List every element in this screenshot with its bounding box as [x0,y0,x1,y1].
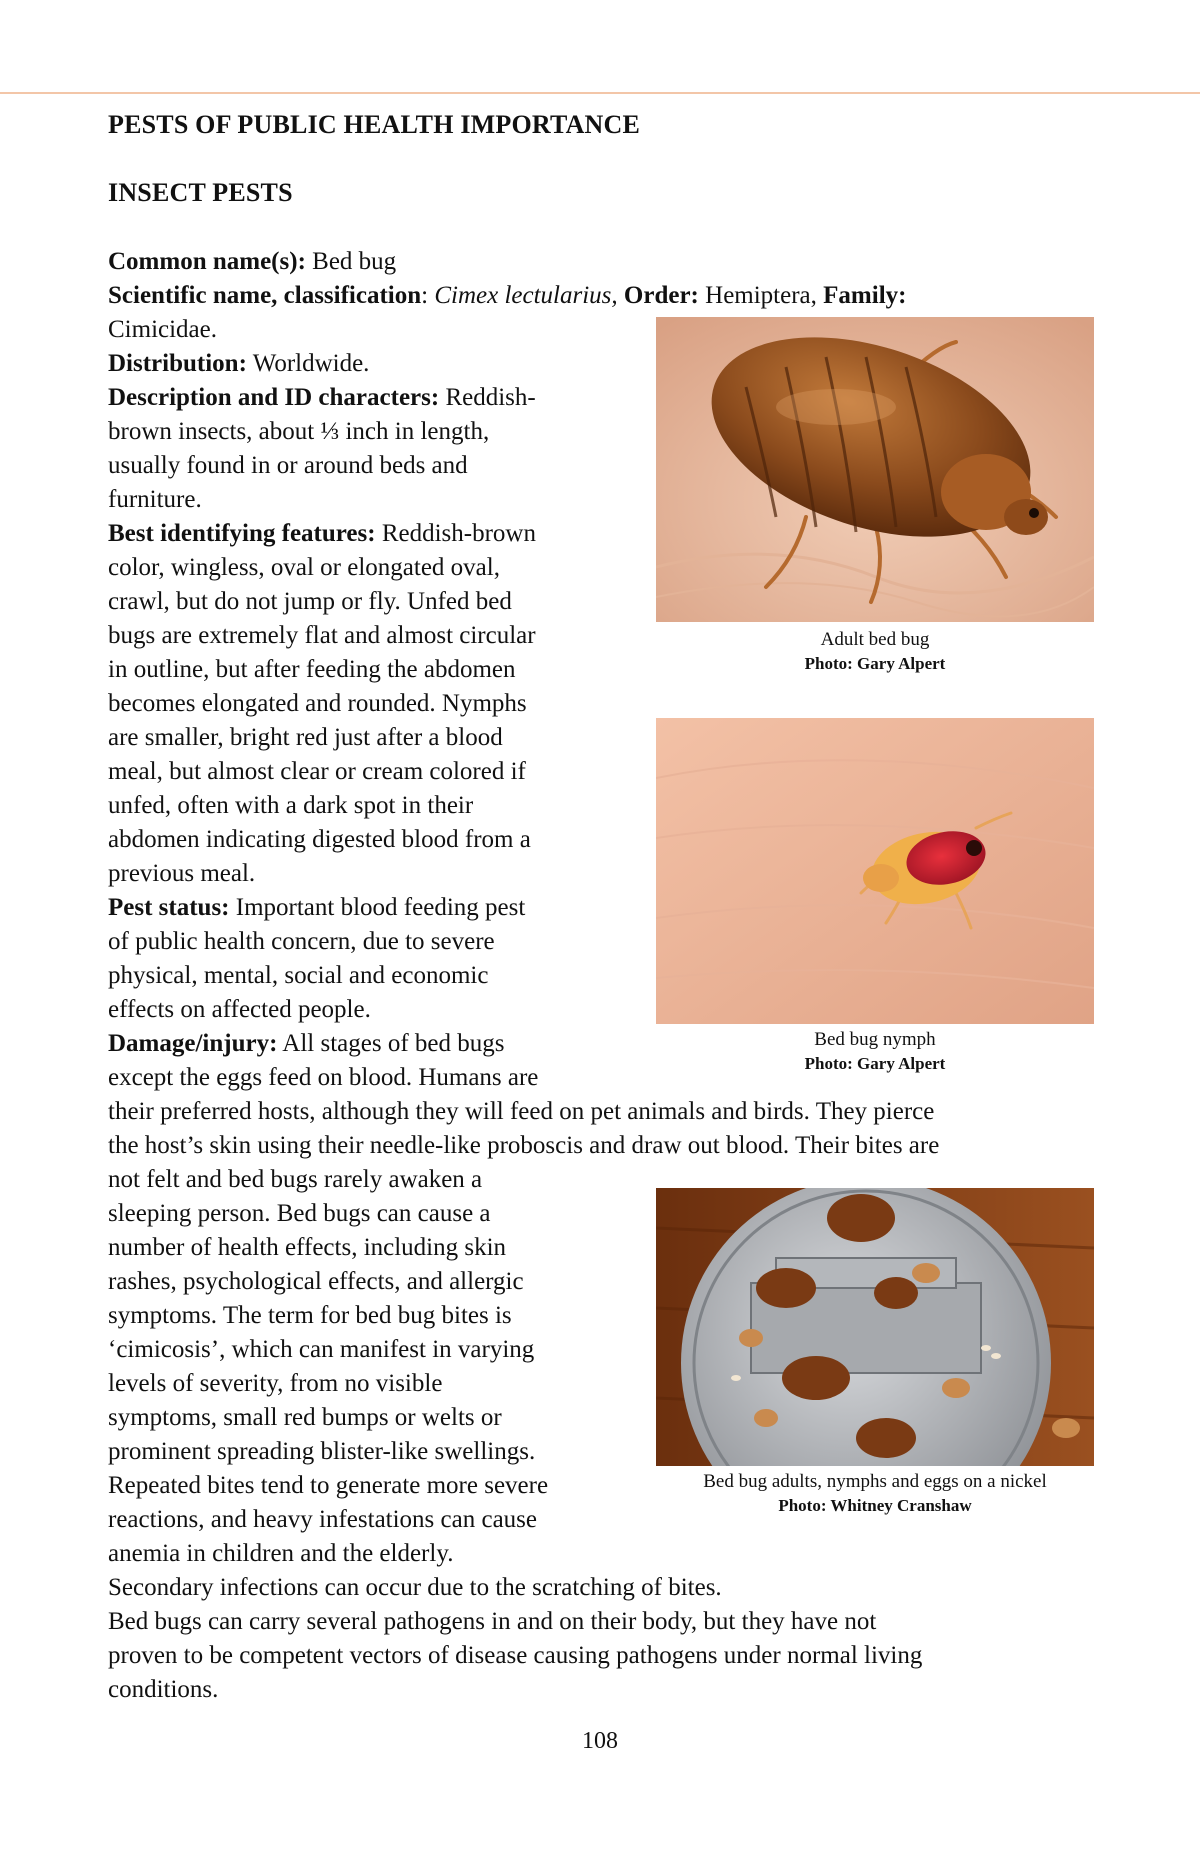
header-rule [0,92,1200,94]
text-line: Reddish- [445,384,536,411]
text-line: symptoms, small red bumps or welts or [108,1404,502,1431]
pest-status-label: Pest status: [108,894,230,921]
species-name: Cimex lectularius, [434,282,618,309]
figure-caption: Adult bed bug [820,629,930,650]
text-line: in outline, but after feeding the abdomen [108,656,516,683]
damage-label: Damage/injury: [108,1030,278,1057]
figure-caption: Bed bug nymph [814,1029,936,1050]
distribution-label: Distribution: [108,350,247,377]
text-line: levels of severity, from no visible [108,1370,443,1397]
text-line: becomes elongated and rounded. Nymphs [108,690,527,717]
family-value: Cimicidae. [108,316,217,343]
text-line: reactions, and heavy infestations can cause [108,1506,537,1533]
text-line: All stages of bed bugs [282,1030,505,1057]
distribution-value: Worldwide. [252,350,370,377]
text-line: physical, mental, social and economic [108,962,489,989]
text-line: furniture. [108,486,202,513]
photo-credit: Photo: Gary Alpert [804,1054,946,1073]
common-name-label: Common name(s): [108,248,306,275]
common-name-line [108,245,396,279]
text-line: Reddish-brown [381,520,536,547]
order-value: Hemiptera, [705,282,817,309]
section-title: PESTS OF PUBLIC HEALTH IMPORTANCE [108,110,641,139]
common-name-value: Bed bug [312,248,397,275]
adult-bed-bug-photo [656,317,1094,622]
scientific-name-line [108,279,906,313]
text-line: previous meal. [108,860,256,887]
text-line: color, wingless, oval or elongated oval, [108,554,500,581]
text-line: effects on affected people. [108,996,371,1023]
order-label: Order: [623,282,699,309]
family-label: Family: [823,282,907,309]
text-line: abdomen indicating digested blood from a [108,826,531,853]
text-line: sleeping person. Bed bugs can cause a [108,1200,491,1227]
text-line: conditions. [108,1676,219,1703]
scientific-separator: : [421,282,435,309]
scientific-label: Scientific name, classification [108,282,422,309]
bed-bugs-on-nickel-caption [640,1470,1110,1518]
text-line: anemia in children and the elderly. [108,1540,454,1567]
text-line: except the eggs feed on blood. Humans are [108,1064,539,1091]
subsection-title: INSECT PESTS [108,178,293,207]
text-line: Bed bugs can carry several pathogens in and on their body, but they have not [108,1608,877,1635]
text-line: the host’s skin using their needle-like proboscis and draw out blood. Their bites are [108,1132,940,1159]
pest-status-block [108,891,525,1027]
features-block [108,517,536,891]
bed-bug-nymph-photo [656,718,1094,1024]
text-line: of public health concern, due to severe [108,928,495,955]
distribution-line [108,347,369,381]
text-line: rashes, psychological effects, and allergic [108,1268,524,1295]
figure-caption: Bed bug adults, nymphs and eggs on a nickel [703,1471,1047,1492]
text-line: Important blood feeding pest [235,894,526,921]
adult-bed-bug-caption [640,628,1110,676]
features-label: Best identifying features: [108,520,376,547]
page-number: 108 [582,1728,618,1754]
text-line: proven to be competent vectors of disease causing pathogens under normal living [108,1642,923,1669]
text-line: not felt and bed bugs rarely awaken a [108,1166,483,1193]
text-line: meal, but almost clear or cream colored if [108,758,526,785]
photo-credit: Photo: Whitney Cranshaw [778,1496,972,1515]
text-line: usually found in or around beds and [108,452,468,479]
text-line: brown insects, about ⅓ inch in length, [108,418,490,445]
text-line: their preferred hosts, although they will feed on pet animals and birds. They pierce [108,1098,935,1125]
text-line: ‘cimicosis’, which can manifest in varying [108,1336,535,1363]
text-line: unfed, often with a dark spot in their [108,792,474,819]
description-label: Description and ID characters: [108,384,440,411]
text-line: prominent spreading blister-like swellings. [108,1438,536,1465]
description-block [108,381,536,517]
text-line: crawl, but do not jump or fly. Unfed bed [108,588,512,615]
text-line: are smaller, bright red just after a blood [108,724,503,751]
bed-bug-nymph-caption [640,1028,1110,1076]
text-line: number of health effects, including skin [108,1234,507,1261]
text-line: symptoms. The term for bed bug bites is [108,1302,512,1329]
text-line: bugs are extremely flat and almost circular [108,622,536,649]
text-line: Repeated bites tend to generate more severe [108,1472,549,1499]
text-line: Secondary infections can occur due to the scratching of bites. [108,1574,722,1601]
bed-bugs-on-nickel-photo [656,1188,1094,1466]
photo-credit: Photo: Gary Alpert [804,654,946,673]
